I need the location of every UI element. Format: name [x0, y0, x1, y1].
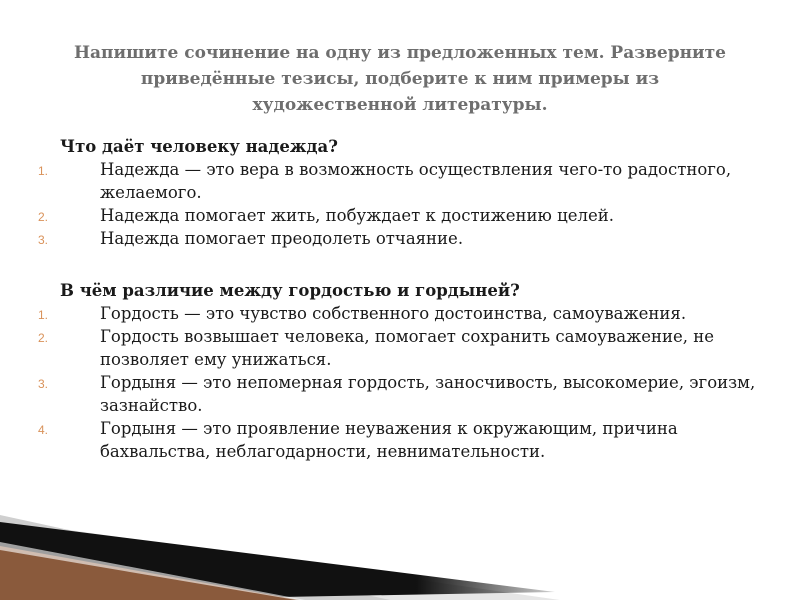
- section-heading: Что даёт человеку надежда?: [60, 137, 338, 156]
- section-heading: В чём различие между гордостью и гордыней?: [60, 281, 520, 300]
- list-item-text: Надежда — это вера в возможность осуществления чего-то радостного, желаемого.: [100, 160, 732, 202]
- list-number: 4.: [38, 423, 49, 437]
- list-item-text: Надежда помогает преодолеть отчаяние.: [100, 229, 464, 248]
- list-number: 2.: [38, 331, 49, 345]
- list-number: 1.: [38, 164, 49, 178]
- list-number: 3.: [38, 233, 49, 247]
- slide-title: Напишите сочинение на одну из предложенных тем. Разверните приведённые тезисы, подберите к ним примеры из художественной литературы.: [73, 43, 726, 115]
- list-item-text: Гордость — это чувство собственного достоинства, самоуважения.: [100, 304, 687, 323]
- list-item-text: Гордость возвышает человека, помогает сохранить самоуважение, не позволяет ему унижаться.: [100, 327, 715, 369]
- list-item-text: Гордыня — это непомерная гордость, заносчивость, высокомерие, эгоизм, зазнайство.: [100, 373, 756, 415]
- list-item-text: Гордыня — это проявление неуважения к окружающим, причина бахвальства, неблагодарности, невнимательности.: [100, 419, 678, 461]
- list-number: 1.: [38, 308, 49, 322]
- list-item-text: Надежда помогает жить, побуждает к достижению целей.: [100, 206, 614, 225]
- list-number: 2.: [38, 210, 49, 224]
- list-number: 3.: [38, 377, 49, 391]
